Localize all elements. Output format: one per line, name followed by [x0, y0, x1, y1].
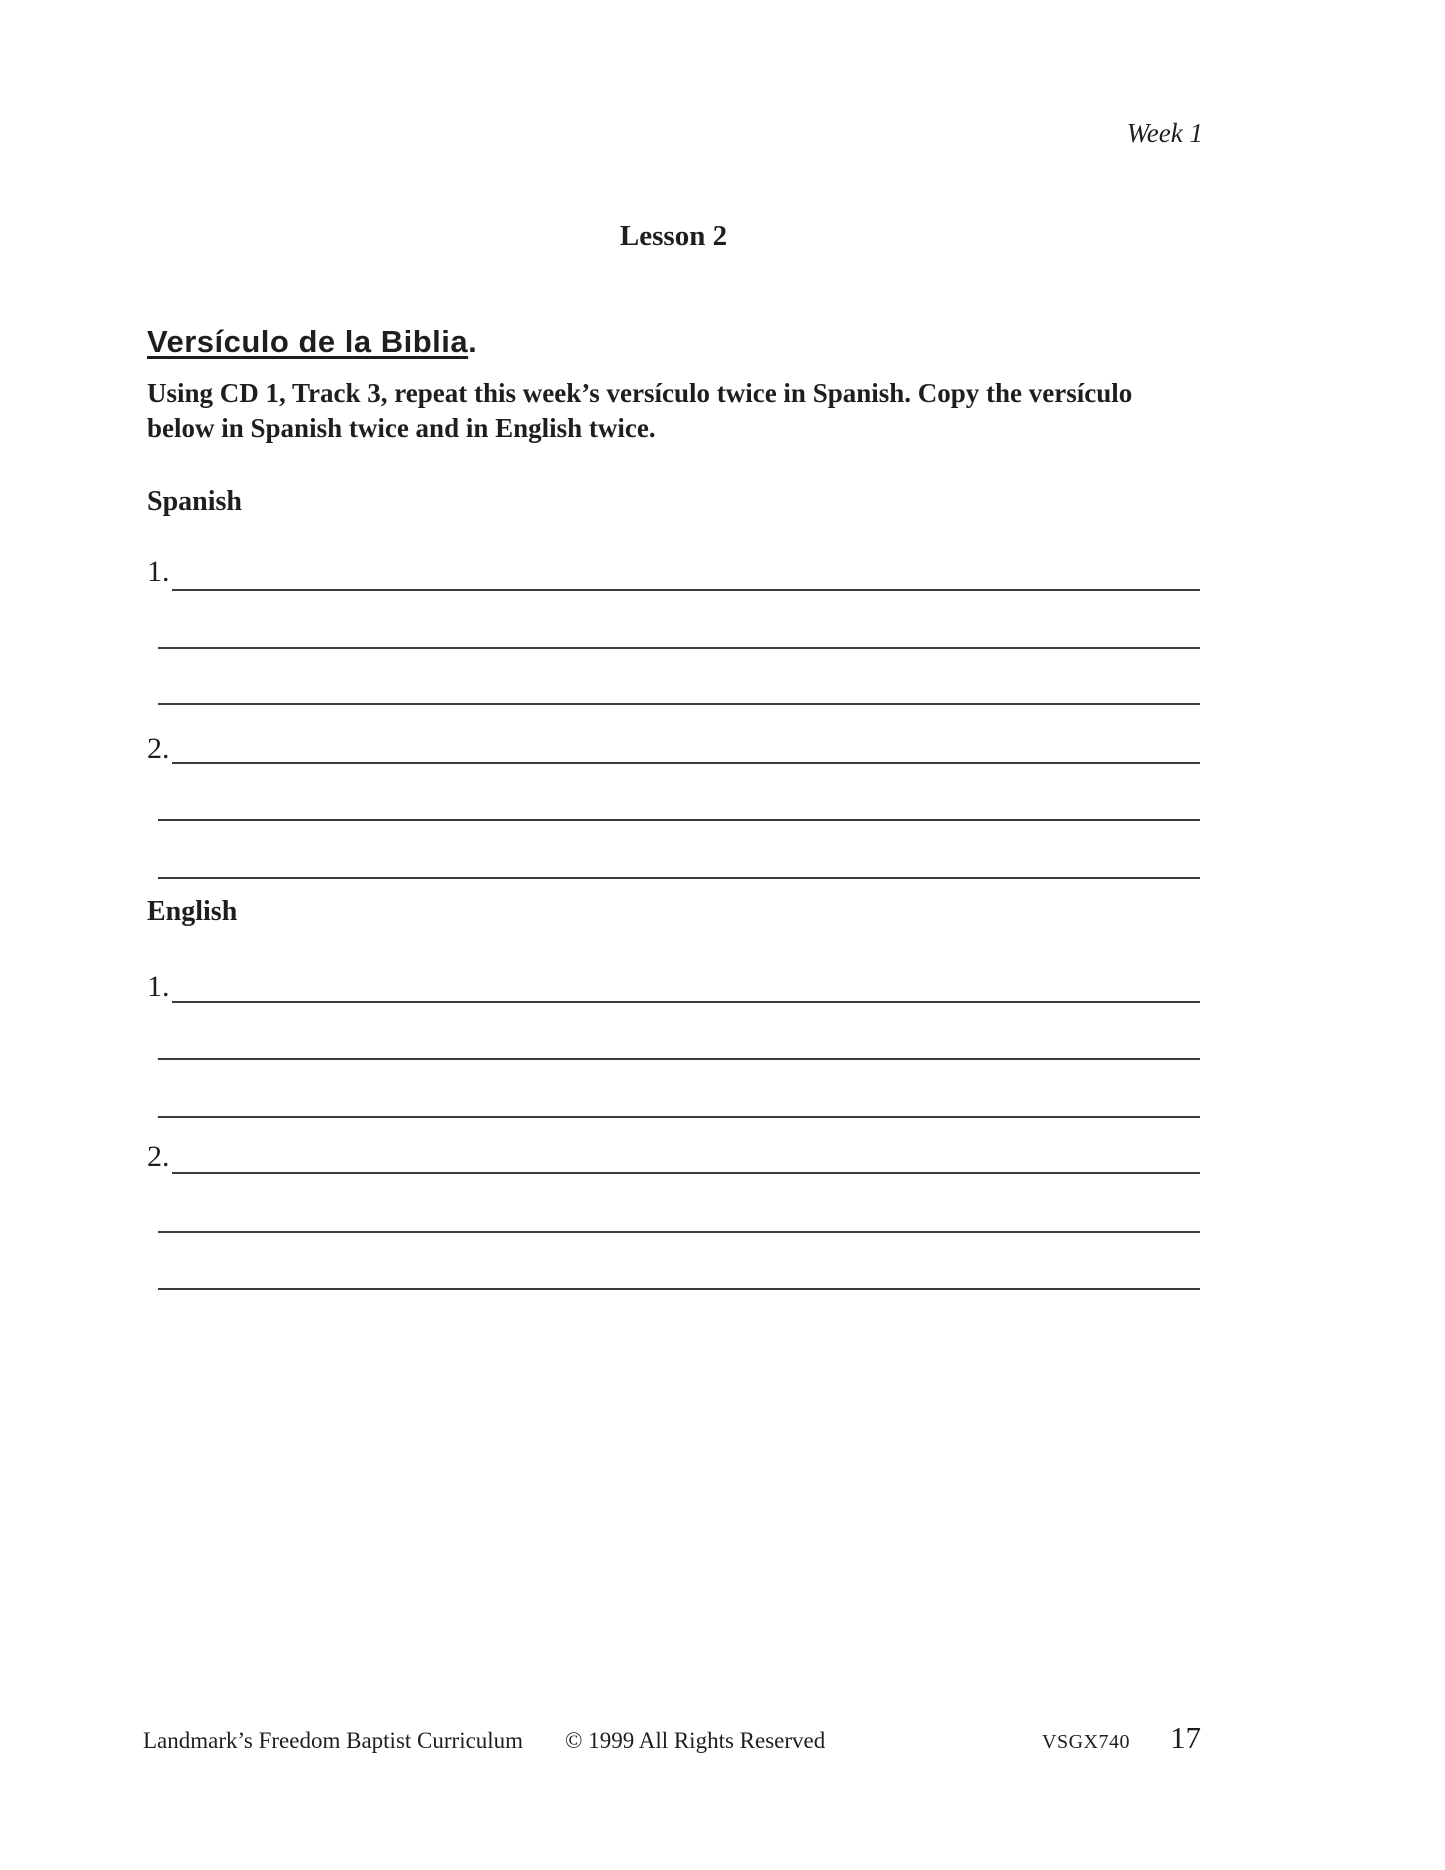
writing-line [158, 703, 1200, 705]
item-number: 1. [147, 555, 170, 588]
verse-heading-text: Versículo de la Biblia [147, 324, 469, 359]
writing-line [158, 1116, 1200, 1118]
lesson-title: Lesson 2 [619, 220, 728, 252]
verse-instructions: Using CD 1, Track 3, repeat this week’s versículo twice in Spanish. Copy the versículo below in Spanish twice and in English twice. [147, 378, 1133, 443]
spanish-section-label: Spanish [147, 486, 242, 517]
item-number: 2. [147, 732, 170, 765]
verse-heading-period: . [468, 324, 478, 359]
week-label: Week 1 [1126, 118, 1203, 148]
footer-page-number: 17 [1170, 1720, 1201, 1755]
writing-line [158, 877, 1200, 879]
writing-line [158, 1231, 1200, 1233]
writing-line [172, 1001, 1200, 1003]
writing-line [158, 1058, 1200, 1060]
footer-curriculum-name: Landmark’s Freedom Baptist Curriculum [143, 1728, 524, 1753]
writing-line [158, 647, 1200, 649]
item-number: 2. [147, 1140, 170, 1173]
writing-line [172, 1172, 1200, 1174]
footer-copyright: © 1999 All Rights Reserved [565, 1728, 826, 1753]
footer-code: VSGX740 [1042, 1731, 1130, 1753]
writing-line [172, 762, 1200, 764]
verse-heading [147, 324, 477, 360]
item-number: 1. [147, 970, 170, 1003]
writing-line [158, 1288, 1200, 1290]
english-section-label: English [147, 896, 238, 927]
writing-line [172, 589, 1200, 591]
writing-line [158, 819, 1200, 821]
